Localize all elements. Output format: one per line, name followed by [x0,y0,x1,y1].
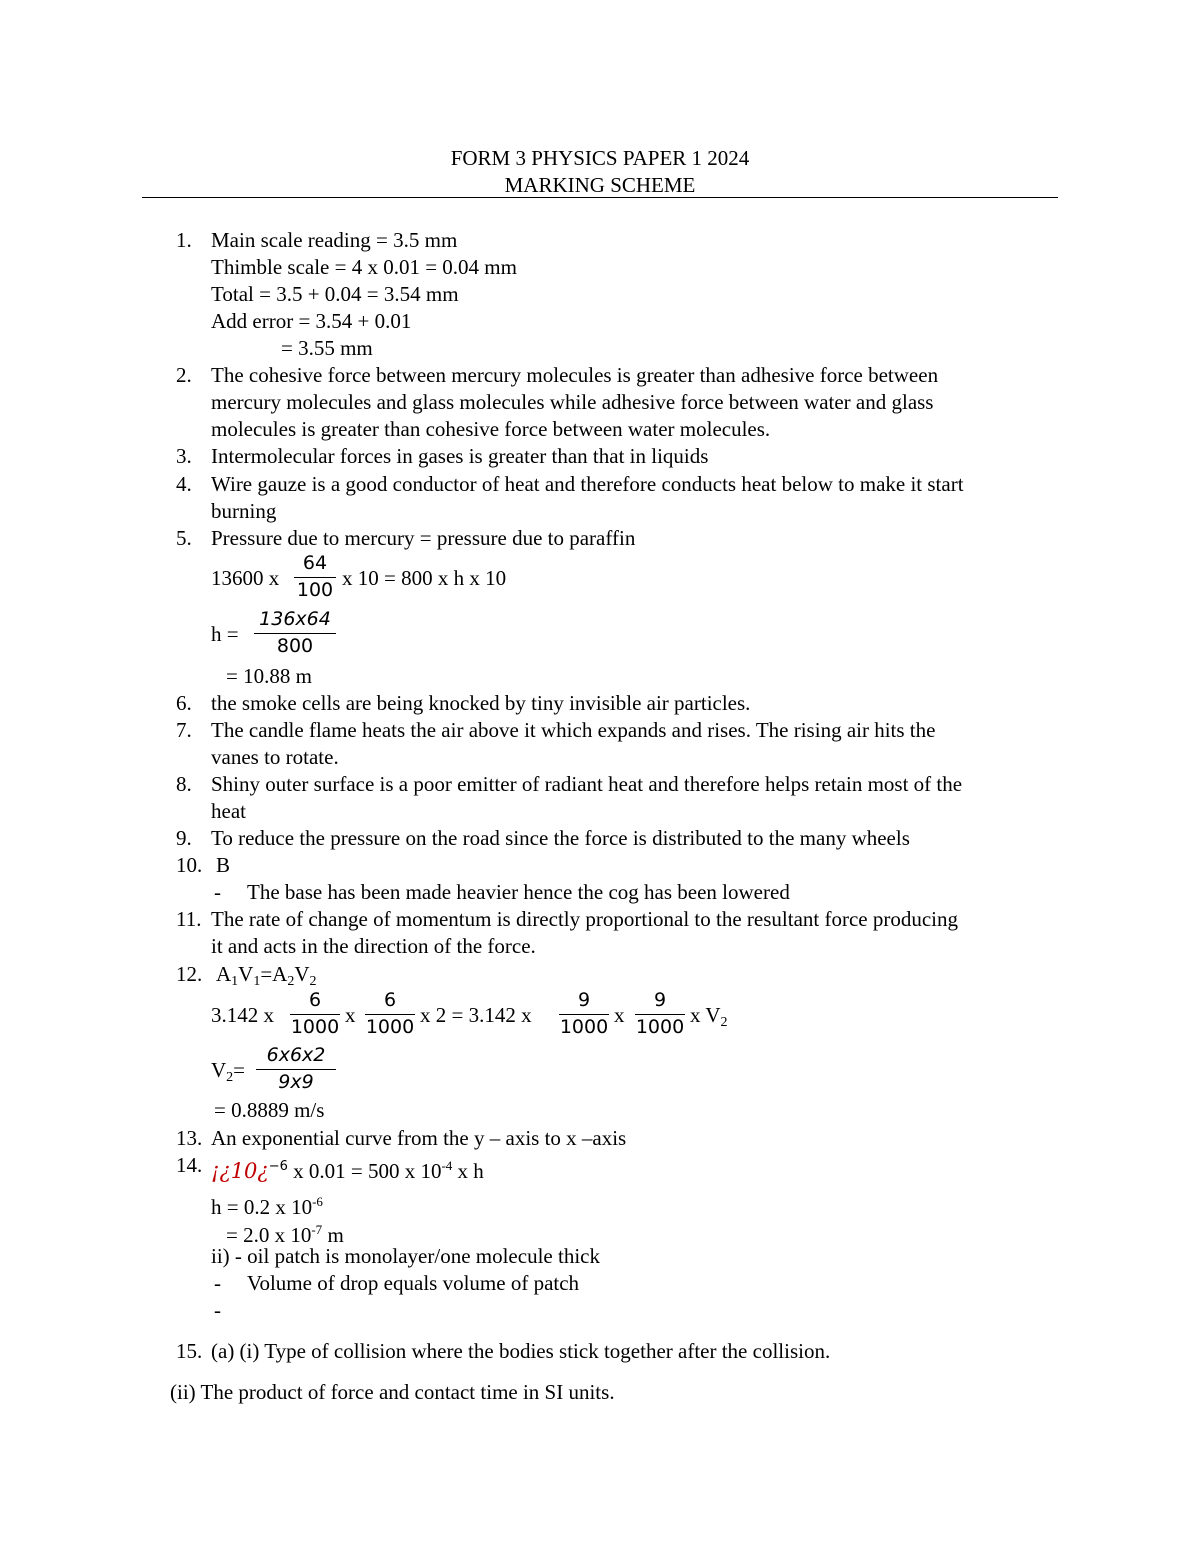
q12-fraction-5-denominator: 9x9 [256,1069,336,1094]
page-subtitle: MARKING SCHEME [504,173,696,197]
q12-fraction-4-numerator: 9 [653,989,667,1011]
q12-number: 12. [176,962,203,986]
q12-v2-letter: V [211,1058,227,1082]
q12-fraction-1 [290,988,340,1039]
q14-number: 14. [176,1153,203,1177]
q14-line-4: ii) - oil patch is monolayer/one molecule thick [211,1244,600,1268]
q5-eq2-left: h = [211,622,239,646]
q12-eq-pi-1: 3.142 x [211,1003,274,1027]
q7-line-1: The candle flame heats the air above it which expands and rises. The rising air hits the [211,718,936,742]
q14-line-3-unit: m [322,1223,344,1247]
q12-fraction-3-numerator: 9 [577,989,591,1011]
q5-fraction-1-numerator: 64 [302,552,328,574]
q1-line-1: Main scale reading = 3.5 mm [211,228,458,252]
q5-fraction-2-numerator: 136x64 [259,608,331,630]
q14-line-2-exponent: -6 [312,1194,323,1209]
q2-line-1: The cohesive force between mercury molecules is greater than adhesive force between [211,363,939,387]
q12-sub: 1 [253,974,261,989]
q14-line-1 [211,1152,484,1185]
q12-tail [690,1002,728,1036]
q1-number: 1. [176,228,192,252]
q12-sub: 2 [309,974,317,989]
q6-number: 6. [176,691,192,715]
q12-fraction-3-denominator: 1000 [559,1016,609,1038]
q11-number: 11. [176,907,202,931]
q14-line-1-text: x 0.01 = 500 x 10 [287,1159,442,1183]
q2-line-2: mercury molecules and glass molecules while adhesive force between water and glass [211,390,934,414]
q9-number: 9. [176,826,192,850]
q5-fraction-2 [254,607,336,658]
q12-fraction-4 [635,988,685,1039]
q12-fraction-1-numerator: 6 [308,989,322,1011]
q12-sub: 1 [231,974,239,989]
q4-line-1: Wire gauze is a good conductor of heat and therefore conducts heat below to make it start [211,472,964,496]
q14-line-3-exponent: -7 [311,1222,323,1237]
q1-line-5: = 3.55 mm [281,336,373,360]
q15-number: 15. [176,1339,203,1363]
q12-fraction-4-denominator: 1000 [635,1016,685,1038]
q14-line-3-text: = 2.0 x 10 [226,1223,312,1247]
q14-garbled-exponent: −6 [268,1159,288,1174]
q12-v2-equals: = [233,1058,246,1082]
q14-line-2-text: h = 0.2 x 10 [211,1195,313,1219]
q8-number: 8. [176,772,192,796]
q12-times-1: x [345,1003,356,1027]
q12-a: A [216,962,232,986]
q8-line-2: heat [211,799,246,823]
q15-line-1: (a) (i) Type of collision where the bodies stick together after the collision. [211,1339,831,1363]
q11-line-1: The rate of change of momentum is directly proportional to the resultant force producing [211,907,959,931]
q5-eq1-right: x 10 = 800 x h x 10 [342,566,507,590]
title-rule [142,197,1058,198]
q14-dash-2: - [214,1298,221,1322]
q2-line-3: molecules is greater than cohesive force between water molecules. [211,417,771,441]
q10-dash: - [214,880,221,904]
q5-fraction-1 [294,551,336,602]
q5-fraction-1-denominator: 100 [294,577,336,602]
q10-line-2: The base has been made heavier hence the cog has been lowered [247,880,790,904]
q12-fraction-2 [365,988,415,1039]
q12-fraction-2-numerator: 6 [383,989,397,1011]
q12-result: = 0.8889 m/s [214,1098,325,1122]
q15-line-2: (ii) The product of force and contact time in SI units. [170,1380,615,1404]
q14-garbled-symbol: ¡¿10¿ [211,1159,269,1183]
q14-line-1-exponent: -4 [441,1158,453,1173]
q1-line-4: Add error = 3.54 + 0.01 [211,309,412,333]
q9-line-1: To reduce the pressure on the road since the force is distributed to the many wheels [211,826,910,850]
q5-result: = 10.88 m [226,664,312,688]
q12-times-2: x [614,1003,625,1027]
q12-fraction-5-numerator: 6x6x2 [266,1044,326,1066]
q12-v2-lhs [211,1057,245,1091]
q12-mid: x 2 = 3.142 x [420,1003,532,1027]
q3-line-1: Intermolecular forces in gases is greater than that in liquids [211,444,709,468]
q12-tail-text: x V [690,1003,721,1027]
q12-fraction-3 [559,988,609,1039]
q5-number: 5. [176,526,192,550]
q8-line-1: Shiny outer surface is a poor emitter of radiant heat and therefore helps retain most of the [211,772,963,796]
q4-line-2: burning [211,499,277,523]
q13-line-1: An exponential curve from the y – axis to x –axis [211,1126,627,1150]
q12-tail-sub: 2 [720,1015,728,1030]
q14-dash-1: - [214,1271,221,1295]
q7-line-2: vanes to rotate. [211,745,339,769]
q11-line-2: it and acts in the direction of the force. [211,934,536,958]
q12-equals: =A [260,962,288,986]
q1-line-3: Total = 3.5 + 0.04 = 3.54 mm [211,282,459,306]
q12-fraction-1-denominator: 1000 [290,1016,340,1038]
q10-number: 10. [176,853,203,877]
q13-number: 13. [176,1126,203,1150]
q5-line-1: Pressure due to mercury = pressure due to paraffin [211,526,636,550]
page-title: FORM 3 PHYSICS PAPER 1 2024 [450,146,750,170]
q12-v2-sub: 2 [226,1070,234,1085]
q14-line-5: Volume of drop equals volume of patch [247,1271,580,1295]
q12-fraction-2-denominator: 1000 [365,1016,415,1038]
q3-number: 3. [176,444,192,468]
q12-v: V [238,962,254,986]
q12-fraction-5 [256,1043,336,1094]
q10-answer: B [216,853,231,877]
q5-fraction-2-denominator: 800 [254,633,336,658]
q2-number: 2. [176,363,192,387]
q14-line-1-end: x h [452,1159,484,1183]
q12-v: V [294,962,310,986]
q1-line-2: Thimble scale = 4 x 0.01 = 0.04 mm [211,255,517,279]
q6-line-1: the smoke cells are being knocked by tiny invisible air particles. [211,691,751,715]
q7-number: 7. [176,718,192,742]
q5-eq1-left: 13600 x [211,566,280,590]
q12-sub: 2 [287,974,295,989]
q4-number: 4. [176,472,192,496]
